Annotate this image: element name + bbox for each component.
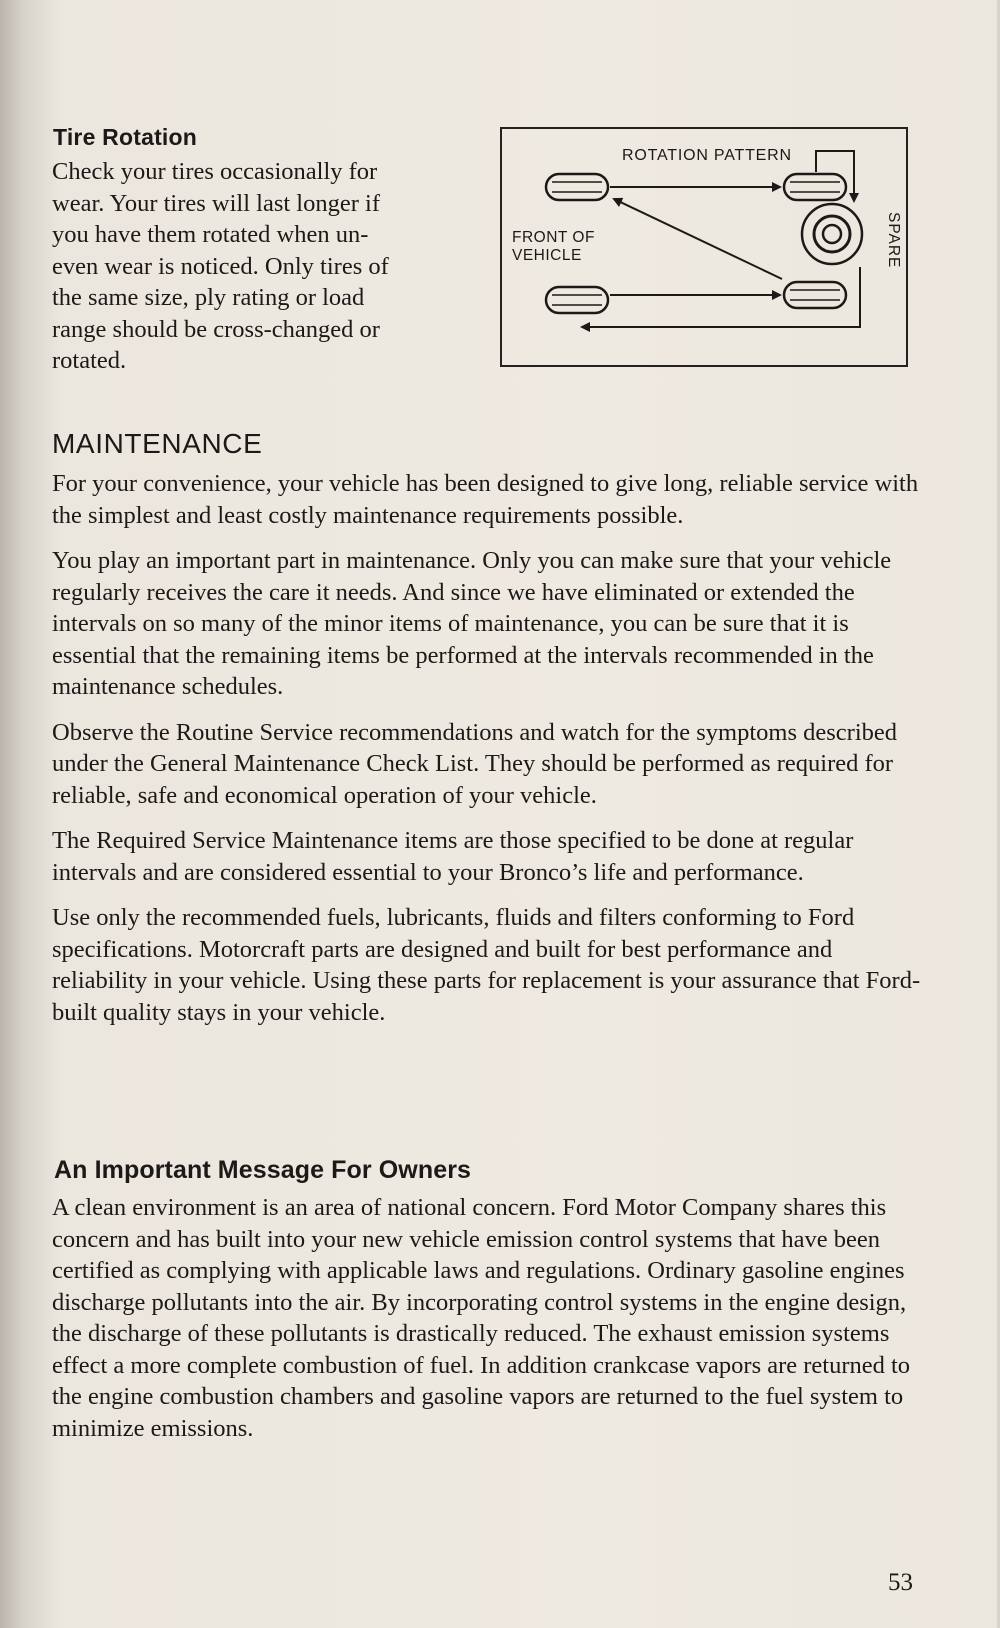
paragraph: Observe the Routine Service recommendations and watch for the symptoms described under the General Maintenance Check List. They should be performed as required for reliable, safe and economical operation of your vehicle. [52, 718, 898, 809]
arrow-spare-to-rear-left [582, 267, 860, 327]
text-line: range should be cross-changed or [52, 315, 380, 343]
rear-left-tire [546, 287, 608, 313]
owners-message-heading: An Important Message For Owners [54, 1156, 472, 1184]
maintenance-text [52, 468, 932, 1042]
text-line: even wear is noticed. Only tires of [52, 252, 389, 280]
page-number: 53 [888, 1569, 913, 1596]
front-of-vehicle-label: FRONT OF VEHICLE [512, 229, 595, 264]
owners-message-text [52, 1192, 932, 1458]
front-right-tire [784, 174, 846, 200]
tire-rotation-text [52, 156, 457, 377]
text-line: you have them rotated when un- [52, 221, 369, 248]
rotation-pattern-diagram [500, 127, 908, 367]
paragraph: The Required Service Maintenance items are those specified to be done at regular intervals and are considered essential to your Bronco’s life and performance. [52, 827, 854, 886]
rear-right-tire [784, 282, 846, 308]
paragraph: For your convenience, your vehicle has been designed to give long, reliable service with the simplest and least costly maintenance requirements possible. [52, 470, 919, 529]
text-line: rotated. [52, 347, 127, 374]
paragraph: A clean environment is an area of national concern. Ford Motor Company shares this concern and has built into your new vehicle emission control systems that have been certified as complying with applicable laws and regulations. Ordinary gasoline engines discharge pollutants into the air. By incorporating control systems in the engine design, the discharge of these pollutants is drastically reduced. The exhaust emission systems effect a more complete combustion of fuel. In addition crankcase vapors are returned to the engine combustion chambers and gasoline vapors are returned to the fuel system to minimize emissions. [52, 1194, 911, 1442]
text-line: Check your tires occasionally for [52, 158, 378, 185]
text-line: wear. Your tires will last longer if [52, 189, 380, 217]
paragraph: Use only the recommended fuels, lubricants, fluids and filters conforming to Ford specifications. Motorcraft parts are designed and built for best performance and reliability in your vehicle. Using these parts for replacement is your assurance that Ford-built quality stays in your vehicle. [52, 904, 921, 1026]
text-line: the same size, ply rating or load [52, 284, 365, 311]
tire-rotation-heading: Tire Rotation [53, 124, 198, 150]
arrow-front-right-to-spare [816, 151, 854, 201]
spare-tire [802, 204, 862, 264]
arrow-rear-right-to-front-left [614, 199, 782, 279]
spare-label: SPARE [885, 212, 902, 269]
maintenance-heading: MAINTENANCE [52, 428, 263, 459]
front-left-tire [546, 174, 608, 200]
diagram-title: ROTATION PATTERN [622, 147, 792, 164]
paragraph: You play an important part in maintenance. Only you can make sure that your vehicle regularly receives the care it needs. And since we have eliminated or extended the intervals on so many of the minor items of maintenance, you can be sure that it is essential that the remaining items be performed at the intervals recommended in the maintenance schedules. [52, 547, 892, 700]
